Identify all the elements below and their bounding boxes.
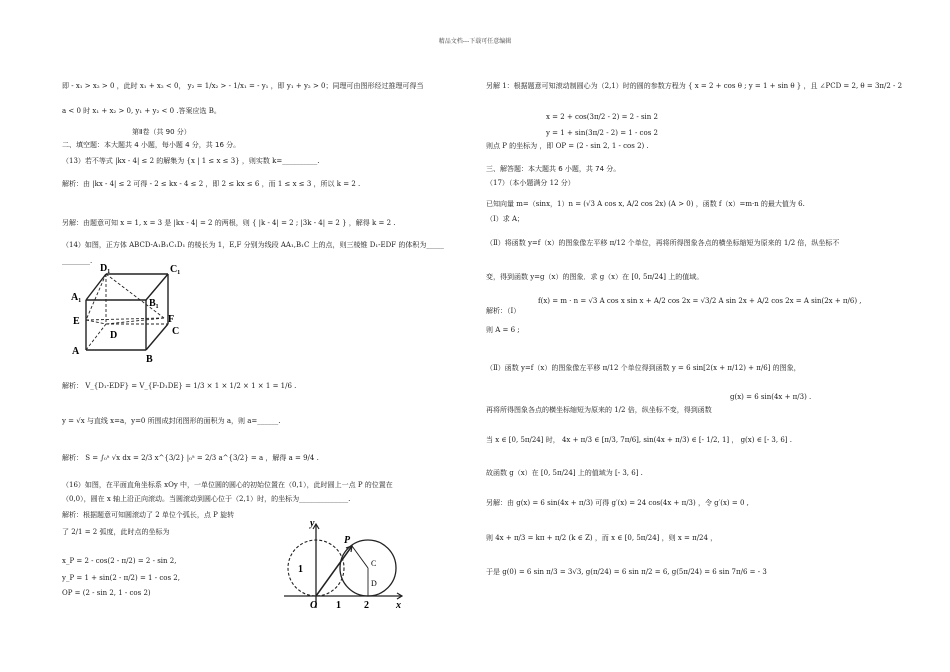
text-line: 再将所得图象各点的横坐标缩短为原来的 1/2 倍，纵坐标不变，得到函数 xyxy=(486,406,712,414)
page-header: 精品文档---下载可任意编辑 xyxy=(438,38,512,45)
text-line: 故函数 g（x）在 [0, 5π/24] 上的值域为 [- 3, 6] . xyxy=(486,469,643,477)
question-16-cont: （0,0），圆在 x 轴上沿正向滚动。当圆滚动到圆心位于（2,1）时，的坐标为______________. xyxy=(62,495,351,503)
text-line: 则 A = 6 ; xyxy=(486,326,520,334)
question-17-part1: （Ⅰ）求 A； xyxy=(486,215,525,223)
question-13: （13）若不等式 |kx - 4| ≤ 2 的解集为 {x | 1 ≤ x ≤ 3} ，则实数 k=__________. xyxy=(62,157,320,165)
answer-16: 解析：根据题意可知圆滚动了 2 单位个弧长，点 P 旋转 xyxy=(62,511,235,519)
text-line: a < 0 时 x₁ + x₂ > 0, y₁ + y₂ < 0 .答案应选 B。 xyxy=(62,107,221,115)
cube-label: B xyxy=(146,354,153,364)
answer-17-label: 解析：（Ⅰ） xyxy=(486,307,521,315)
section-title: 三、解答题：本大题共 6 小题，共 74 分。 xyxy=(486,165,621,173)
answer-15: 解析： S = ∫₀ᵃ √x dx = 2/3 x^{3/2} |₀ᵃ = 2/3 a^{3/2} = a ，解得 a = 9/4 . xyxy=(62,454,319,462)
text-line: 变，得到函数 y=g（x）的图象．求 g（x）在 [0, 5π/24] 上的值域。 xyxy=(486,273,704,281)
cube-label: D₁ xyxy=(100,263,111,274)
cube-label: A xyxy=(72,346,80,357)
text-line: 则点 P 的坐标为 ，即 OP = (2 - sin 2, 1 - cos 2) . xyxy=(486,142,649,150)
question-16: （16）如图，在平面直角坐标系 xOy 中，一单位圆的圆心的初始位置在（0,1），此时圆上一点 P 的位置在 xyxy=(62,481,393,489)
rolling-circle-figure xyxy=(280,516,408,610)
cube-label: D xyxy=(110,330,118,341)
formula-xp: x_P = 2 - cos(2 - π/2) = 2 - sin 2, xyxy=(62,557,177,565)
text-line: ________. xyxy=(62,257,93,265)
text-line: （Ⅱ）函数 y=f（x）的图象像左平移 π/12 个单位得到函数 y = 6 sin[2(x + π/12) + π/6] 的图象， xyxy=(486,364,801,372)
text-line: 即 - x₁ > x₂ > 0 ，此时 x₁ + x₂ < 0， y₂ = 1/x₂ > - 1/x₁ = - y₁ ，即 y₁ + y₂ > 0；同理可由图形经过推理可得当 xyxy=(62,82,424,90)
text-line: 当 x ∈ [0, 5π/24] 时， 4x + π/3 ∈ [π/3, 7π/6], sin(4x + π/3) ∈ [- 1/2, 1] ， g(x) ∈ [- 3, 6] . xyxy=(486,436,792,444)
point-label: P xyxy=(344,535,351,546)
alt-answer-13: 另解：由题意可知 x = 1, x = 3 是 |kx - 4| = 2 的两根，则 { |k - 4| = 2 ; |3k - 4| = 2 } ，解得 k = 2 . xyxy=(62,219,396,227)
formula-fx: f(x) = m · n = √3 A cos x sin x + A/2 cos 2x = √3/2 A sin 2x + A/2 cos 2x = A sin(2x + π/6) , xyxy=(538,297,862,305)
param-eq-x: x = 2 + cos(3π/2 - 2) = 2 - sin 2 xyxy=(546,113,658,121)
cube-label: F xyxy=(168,314,175,325)
alt-answer-16: 另解 1：根据题意可知滚动制圆心为（2,1）时的圆的参数方程为 { x = 2 + cos θ ; y = 1 + sin θ } ，且 ∠PCD = 2, θ = 3π/2 - 2 xyxy=(486,82,903,90)
text-line: 则 4x + π/3 = kπ + π/2 (k ∈ Z) ，而 x ∈ [0, 5π/24] ，则 x = π/24 ， xyxy=(486,534,718,542)
text-line: 另解：由 g(x) = 6 sin(4x + π/3) 可得 g′(x) = 24 cos(4x + π/3) ，令 g′(x) = 0 , xyxy=(486,499,749,507)
question-17: （17）（本小题满分 12 分） xyxy=(486,179,575,187)
section-title: 二、填空题：本大题共 4 小题，每小题 4 分，共 16 分。 xyxy=(62,141,241,149)
axis-label: y xyxy=(310,518,315,529)
param-eq-y: y = 1 + sin(3π/2 - 2) = 1 - cos 2 xyxy=(546,129,658,137)
formula-yp: y_P = 1 + sin(2 - π/2) = 1 - cos 2, xyxy=(62,574,180,582)
axis-label: 2 xyxy=(364,600,369,610)
question-17-part2: （Ⅱ）将函数 y=f（x）的图象像左平移 π/12 个单位，再将所得图象各点的横坐标缩短为原来的 1/2 倍，纵坐标不 xyxy=(486,239,840,247)
text-line: 于是 g(0) = 6 sin π/3 = 3√3, g(π/24) = 6 sin π/2 = 6, g(5π/24) = 6 sin 7π/6 = - 3 xyxy=(486,568,767,576)
answer-13: 解析：由 |kx - 4| ≤ 2 可得 - 2 ≤ kx - 4 ≤ 2 ，即 2 ≤ kx ≤ 6 ，而 1 ≤ x ≤ 3 ，所以 k = 2 . xyxy=(62,180,361,188)
cube-label: E xyxy=(73,316,80,327)
point-label: C xyxy=(371,559,377,568)
question-17-text: 已知向量 m=（sinx，1）n = (√3 A cos x, A/2 cos 2x) (A > 0) ，函数 f（x）=m·n 的最大值为 6. xyxy=(486,200,805,208)
question-15: y = √x 与直线 x=a，y=0 所围成封闭图形的面积为 a，则 a=______. xyxy=(62,417,281,425)
text-line: 了 2/1 = 2 弧度，此时点的坐标为 xyxy=(62,528,170,536)
formula-op: OP = (2 - sin 2, 1 - cos 2) xyxy=(62,589,151,597)
axis-label: 1 xyxy=(298,564,303,575)
cube-label: A₁ xyxy=(71,292,82,303)
cube-label: B₁ xyxy=(149,298,159,309)
answer-14: 解析： V_{D₁-EDF} = V_{F-D₁DE} = 1/3 × 1 × 1/2 × 1 × 1 = 1/6 . xyxy=(62,382,297,390)
axis-label: O xyxy=(310,600,318,610)
axis-label: 1 xyxy=(336,600,341,610)
formula-gx: g(x) = 6 sin(4x + π/3) . xyxy=(730,393,812,401)
cube-label: C xyxy=(172,326,180,337)
point-label: D xyxy=(371,579,377,588)
cube-label: C₁ xyxy=(170,264,181,275)
section-title: 第Ⅱ卷（共 90 分） xyxy=(132,128,191,136)
question-14: （14）如图，正方体 ABCD-A₁B₁C₁D₁ 的棱长为 1，E,F 分别为线段 AA₁,B₁C 上的点，则三棱锥 D₁-EDF 的体积为_____ xyxy=(62,241,444,249)
axis-label: x xyxy=(396,600,401,610)
cube-figure xyxy=(66,262,196,364)
